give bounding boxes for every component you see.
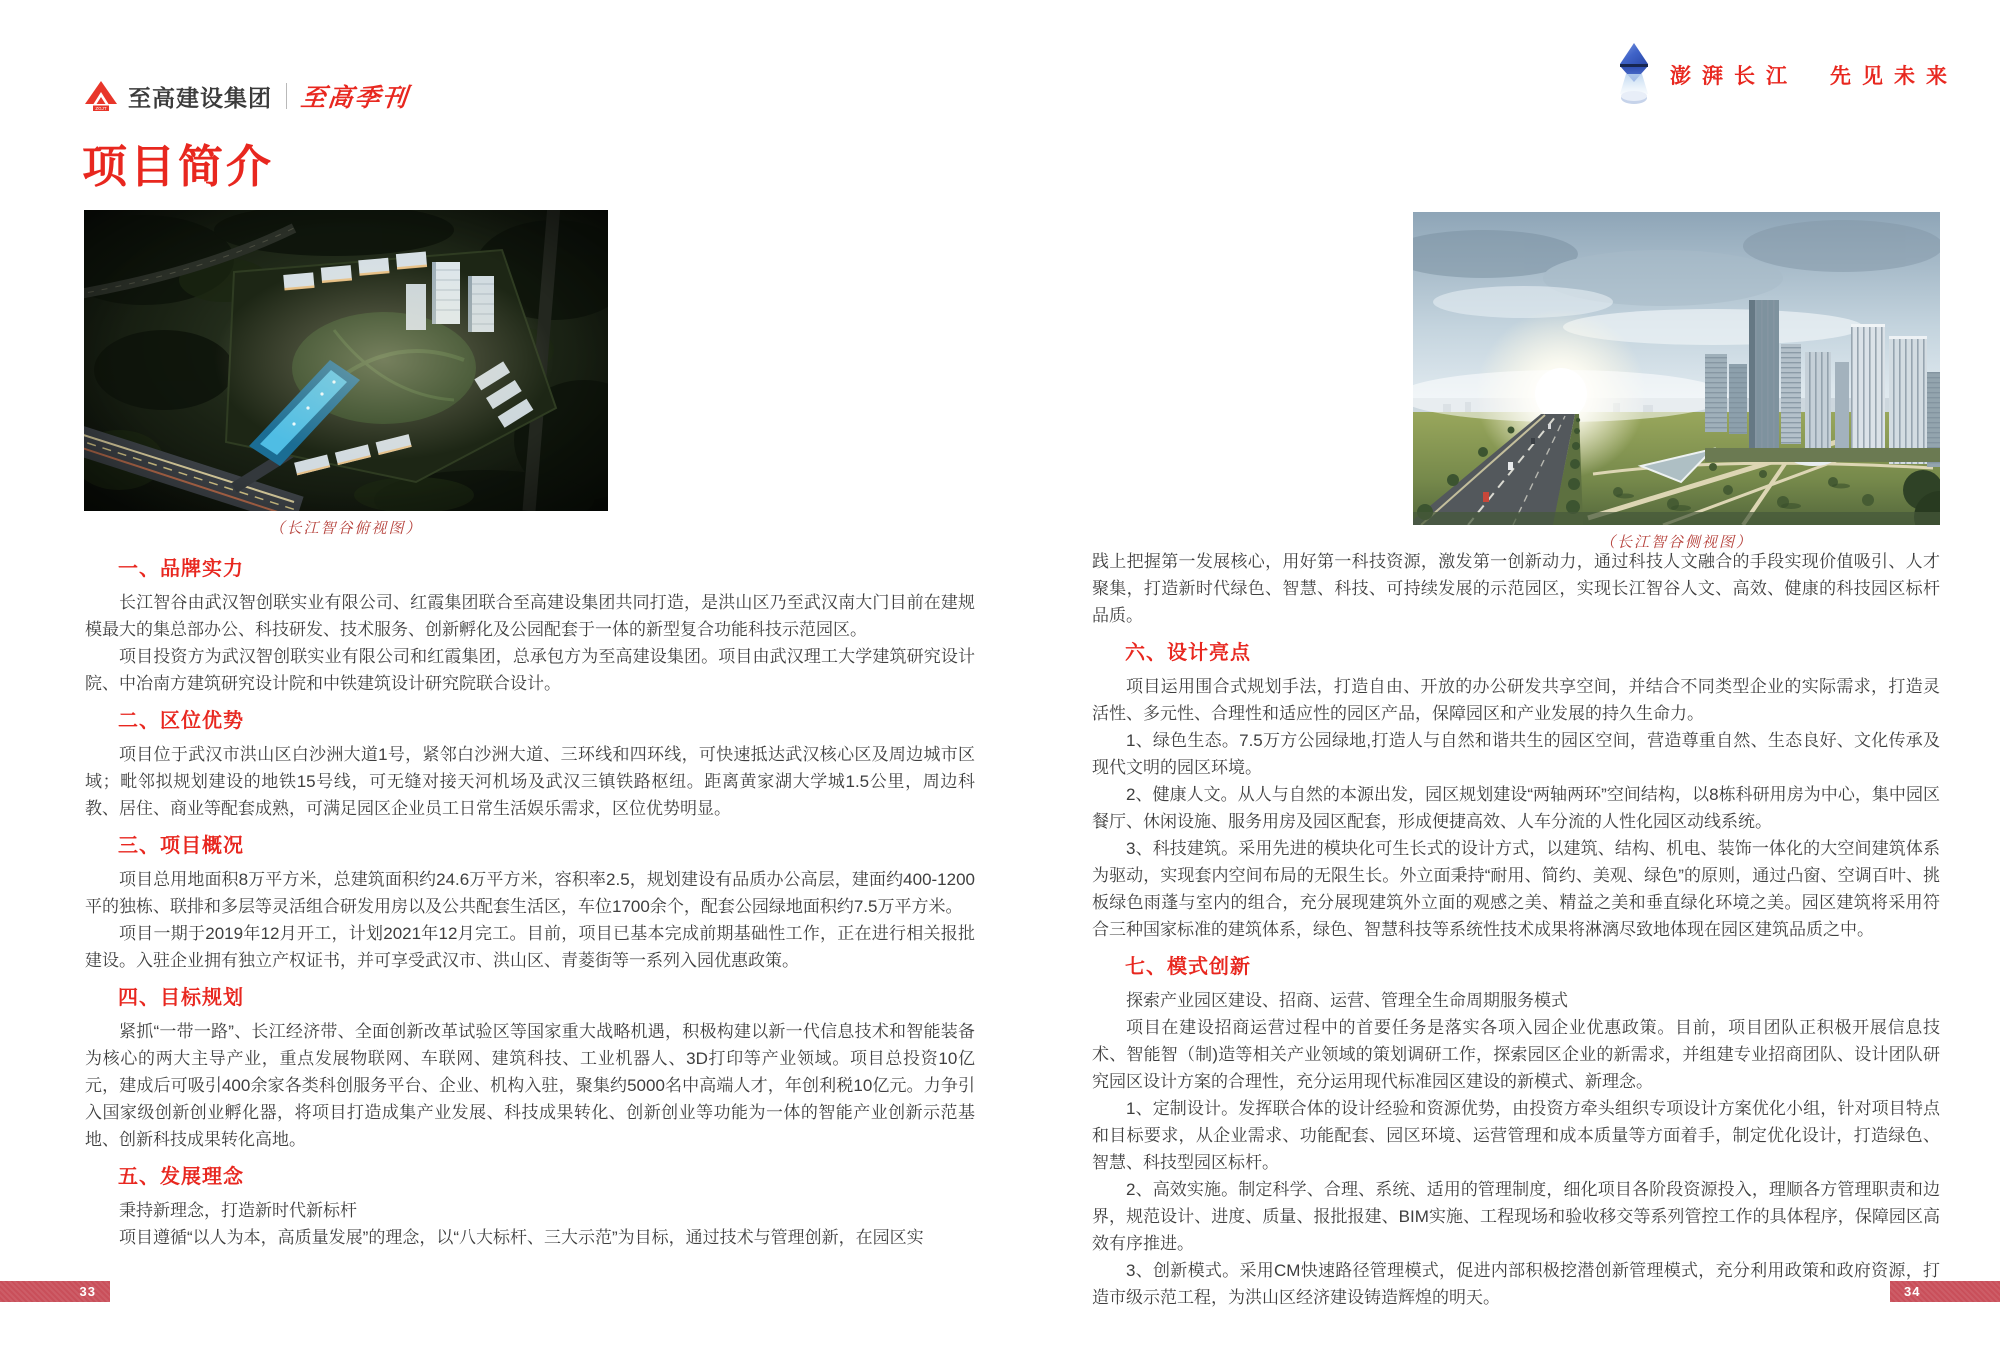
article-section	[85, 556, 975, 697]
svg-text:ZGJT: ZGJT	[95, 106, 107, 111]
paragraph: 项目总用地面积8万平方米，总建筑面积约24.6万平方米，容积率2.5，规划建设有品质办公高层，建面约400-1200平的独栋、联排和多层等灵活组合研发用房以及公共配套生活区，车位1700余个，配套公园绿地面积约7.5万平方米。	[85, 870, 975, 916]
right-sections	[1092, 640, 1940, 1311]
brand-name: 至高建设集团	[128, 84, 272, 111]
paragraph: 探索产业园区建设、招商、运营、管理全生命周期服务模式	[1126, 991, 1568, 1010]
paragraph: 秉持新理念，打造新时代新标杆	[119, 1201, 357, 1220]
section-heading: 三、项目概况	[118, 835, 244, 857]
page-number-right: 34	[1890, 1281, 2000, 1302]
aerial-night-photo	[84, 210, 608, 511]
left-page-header	[84, 78, 409, 114]
photo-caption: （长江智谷俯视图）	[269, 519, 423, 537]
paragraph: 紧抓“一带一路”、长江经济带、全面创新改革试验区等国家重大战略机遇，积极构建以新一代信息技术和智能装备为核心的两大主导产业，重点发展物联网、车联网、建筑科技、工业机器人、3D打印等产业领域。项目总投资10亿元，建成后可吸引400余家各类科创服务平台、企业、机构入驻，聚集约5000名中高端人才，年创利税10亿元。力争引入国家级创新创业孵化器，将项目打造成集产业发展、科技成果转化、创新创业等功能为一体的智能产业创新示范基地、创新科技成果转化高地。	[85, 1022, 975, 1149]
paragraph: 项目遵循“以人为本，高质量发展”的理念，以“八大标杆、三大示范”为目标，通过技术与管理创新，在园区实	[119, 1228, 924, 1247]
section-heading: 一、品牌实力	[118, 558, 244, 580]
section-heading: 五、发展理念	[118, 1166, 244, 1188]
left-sections	[85, 556, 975, 1251]
article-section	[85, 1164, 975, 1251]
article-section	[1092, 954, 1940, 1311]
paragraph: 项目在建设招商运营过程中的首要任务是落实各项入园企业优惠政策。目前，项目团队正积极开展信息技术、智能智（制)造等相关产业领域的策划调研工作，探索园区企业的新需求，并组建专业招商团队、设计团队研究园区设计方案的合理性，充分运用现代标准园区建设的新模式、新理念。	[1092, 1018, 1940, 1091]
right-page-header	[1614, 42, 1958, 108]
article-section	[85, 985, 975, 1153]
paragraph: 项目位于武汉市洪山区白沙洲大道1号，紧邻白沙洲大道、三环线和四环线，可快速抵达武汉核心区及周边城市区域；毗邻拟规划建设的地铁15号线，可无缝对接天河机场及武汉三镇铁路枢纽。距离黄家湖大学城1.5公里，周边科教、居住、商业等配套成熟，可满足园区企业员工日常生活娱乐需求，区位优势明显。	[85, 745, 975, 818]
right-article-column	[1092, 548, 1940, 1311]
paragraph: 2、健康人文。从人与自然的本源出发，园区规划建设“两轴两环”空间结构，以8栋科研用房为中心，集中园区餐厅、休闲设施、服务用房及园区配套，形成便捷高效、人车分流的人性化园区动线系统。	[1092, 785, 1940, 831]
paragraph: 项目运用围合式规划手法，打造自由、开放的办公研发共享空间，并结合不同类型企业的实际需求，打造灵活性、多元性、合理性和适应性的园区产品，保障园区和产业发展的持久生命力。	[1092, 677, 1940, 723]
paragraph: 长江智谷由武汉智创联实业有限公司、红霞集团联合至高建设集团共同打造，是洪山区乃至武汉南大门目前在建规模最大的集总部办公、科技研发、技术服务、创新孵化及公园配套于一体的新型复合功能科技示范园区。	[85, 593, 975, 639]
paragraph: 2、高效实施。制定科学、合理、系统、适用的管理制度，细化项目各阶段资源投入，理顺各方管理职责和边界，规范设计、进度、质量、报批报建、BIM实施、工程现场和验收移交等系列管控工作的具体程序，保障园区高效有序推进。	[1092, 1180, 1940, 1253]
paragraph: 1、绿色生态。7.5万方公园绿地,打造人与自然和谐共生的园区空间，营造尊重自然、生态良好、文化传承及现代文明的园区环境。	[1092, 731, 1940, 777]
section-heading: 六、设计亮点	[1125, 642, 1251, 664]
paragraph: 项目投资方为武汉智创联实业有限公司和红霞集团，总承包方为至高建设集团。项目由武汉理工大学建筑研究设计院、中冶南方建筑研究设计院和中铁建筑设计研究院联合设计。	[85, 647, 975, 693]
article-section	[85, 833, 975, 974]
section-heading: 二、区位优势	[118, 710, 244, 732]
article-section	[1092, 640, 1940, 943]
paragraph: 3、创新模式。采用CM快速路径管理模式，促进内部积极挖潜创新管理模式，充分利用政策和政府资源，打造市级示范工程，为洪山区经济建设铸造辉煌的明天。	[1092, 1261, 1940, 1307]
continuation-paragraph: 践上把握第一发展核心，用好第一科技资源，激发第一创新动力，通过科技人文融合的手段实现价值吸引、人才聚集，打造新时代绿色、智慧、科技、可持续发展的示范园区，实现长江智谷人文、高效、健康的科技园区标杆品质。	[1092, 552, 1940, 625]
paragraph: 项目一期于2019年12月开工，计划2021年12月完工。目前，项目已基本完成前期基础性工作，正在进行相关报批建设。入驻企业拥有独立产权证书，并可享受武汉市、洪山区、青菱街等一系列入园优惠政策。	[85, 924, 975, 970]
page-number-left: 33	[0, 1281, 110, 1302]
paragraph: 3、科技建筑。采用先进的模块化可生长式的设计方式，以建筑、结构、机电、装饰一体化的大空间建筑体系为驱动，实现套内空间布局的无限生长。外立面秉持“耐用、简约、美观、绿色”的原则，通过凸窗、空调百叶、挑板绿色雨蓬与室内的组合，充分展现建筑外立面的观感之美、精益之美和垂直绿化环境之美。园区建筑将采用符合三种国家标准的建筑体系，绿色、智慧科技等系统性技术成果将淋漓尽致地体现在园区建筑品质之中。	[1092, 839, 1940, 939]
photo-caption: （长江智谷侧视图）	[1599, 533, 1753, 551]
left-article-column	[85, 545, 975, 1251]
brand-script-logotype: 至高季刊	[299, 83, 411, 112]
section-heading: 七、模式创新	[1125, 956, 1251, 978]
article-section	[85, 708, 975, 822]
slogan: 澎湃长江 先见未来	[1670, 65, 1958, 88]
dusk-vista-photo	[1413, 212, 1940, 525]
zhigao-logo-icon	[84, 80, 118, 112]
brand-divider	[286, 83, 287, 109]
page-title: 项目简介	[82, 141, 275, 192]
diamond-logo-icon	[1614, 42, 1654, 108]
section-heading: 四、目标规划	[118, 987, 244, 1009]
paragraph: 1、定制设计。发挥联合体的设计经验和资源优势，由投资方牵头组织专项设计方案优化小组，针对项目特点和目标要求，从企业需求、功能配套、园区环境、运营管理和成本质量等方面着手，制定优化设计，打造绿色、智慧、科技型园区标杆。	[1092, 1099, 1940, 1172]
